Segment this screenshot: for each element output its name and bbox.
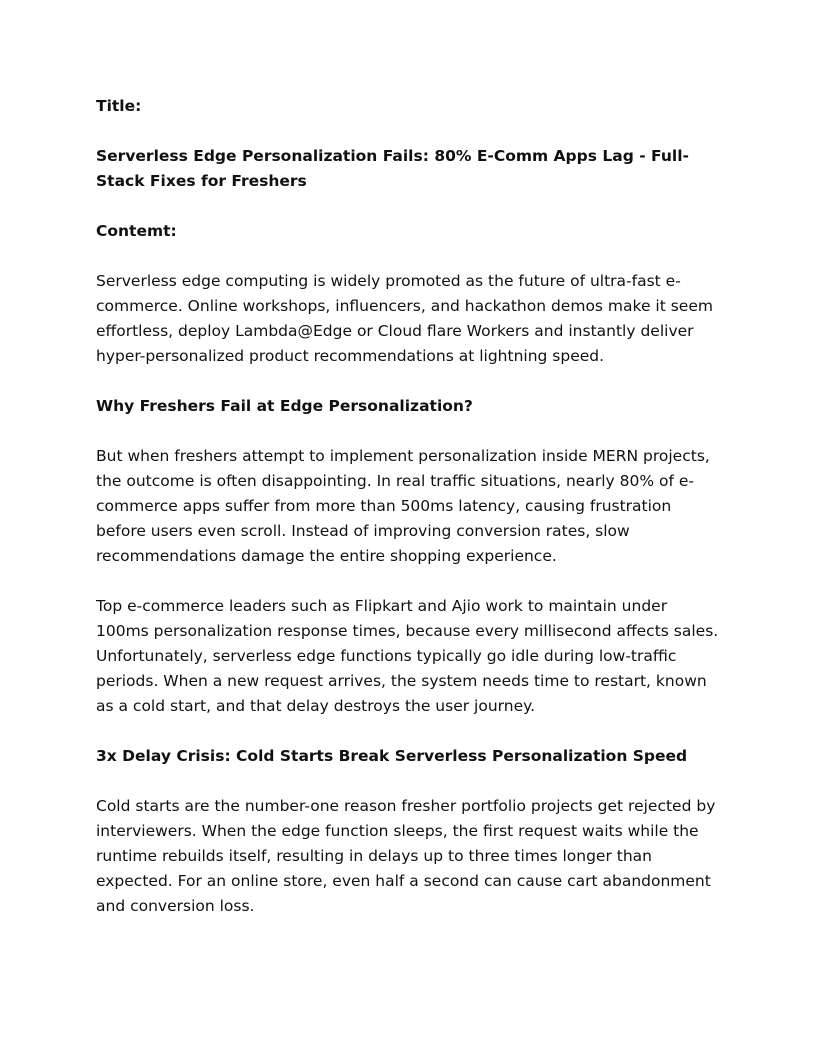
section2-paragraph-1: Cold starts are the number-one reason fresher portfolio projects get rejected by interviewers. When the edge function sleeps, the first request waits while the runtime rebuilds itself, resulting in delays up to three times longer than expected. For an online store, even half a second can cause cart abandonment and conversion loss. <box>96 797 716 915</box>
document-page <box>96 94 720 919</box>
section-heading-why-freshers-fail: Why Freshers Fail at Edge Personalization? <box>96 397 473 415</box>
spacer <box>96 719 720 744</box>
section1-paragraph-2: Top e-commerce leaders such as Flipkart and Ajio work to maintain under 100ms personalization response times, because every millisecond affects sales. Unfortunately, serverless edge functions typically go idle during low-traffic periods. When a new request arrives, the system needs time to restart, known as a cold start, and that delay destroys the user journey. <box>96 597 719 715</box>
spacer <box>96 244 720 269</box>
spacer <box>96 369 720 394</box>
section1-paragraph-1: But when freshers attempt to implement personalization inside MERN projects, the outcome is often disappointing. In real traffic situations, nearly 80% of e-commerce apps suffer from more than 500ms latency, causing frustration before users even scroll. Instead of improving conversion rates, slow recommendations damage the entire shopping experience. <box>96 447 710 565</box>
section-heading-delay-crisis: 3x Delay Crisis: Cold Starts Break Serverless Personalization Speed <box>96 747 688 765</box>
content-label: Contemt: <box>96 222 177 240</box>
spacer <box>96 419 720 444</box>
title-label: Title: <box>96 97 142 115</box>
spacer <box>96 119 720 144</box>
document-title: Serverless Edge Personalization Fails: 80% E-Comm Apps Lag - Full-Stack Fixes for Freshers <box>96 147 689 190</box>
spacer <box>96 194 720 219</box>
intro-paragraph: Serverless edge computing is widely promoted as the future of ultra-fast e-commerce. Online workshops, influencers, and hackathon demos make it seem effortless, deploy Lambda@Edge or Cloud flare Workers and instantly deliver hyper-personalized product recommendations at lightning speed. <box>96 272 713 365</box>
spacer <box>96 769 720 794</box>
spacer <box>96 569 720 594</box>
